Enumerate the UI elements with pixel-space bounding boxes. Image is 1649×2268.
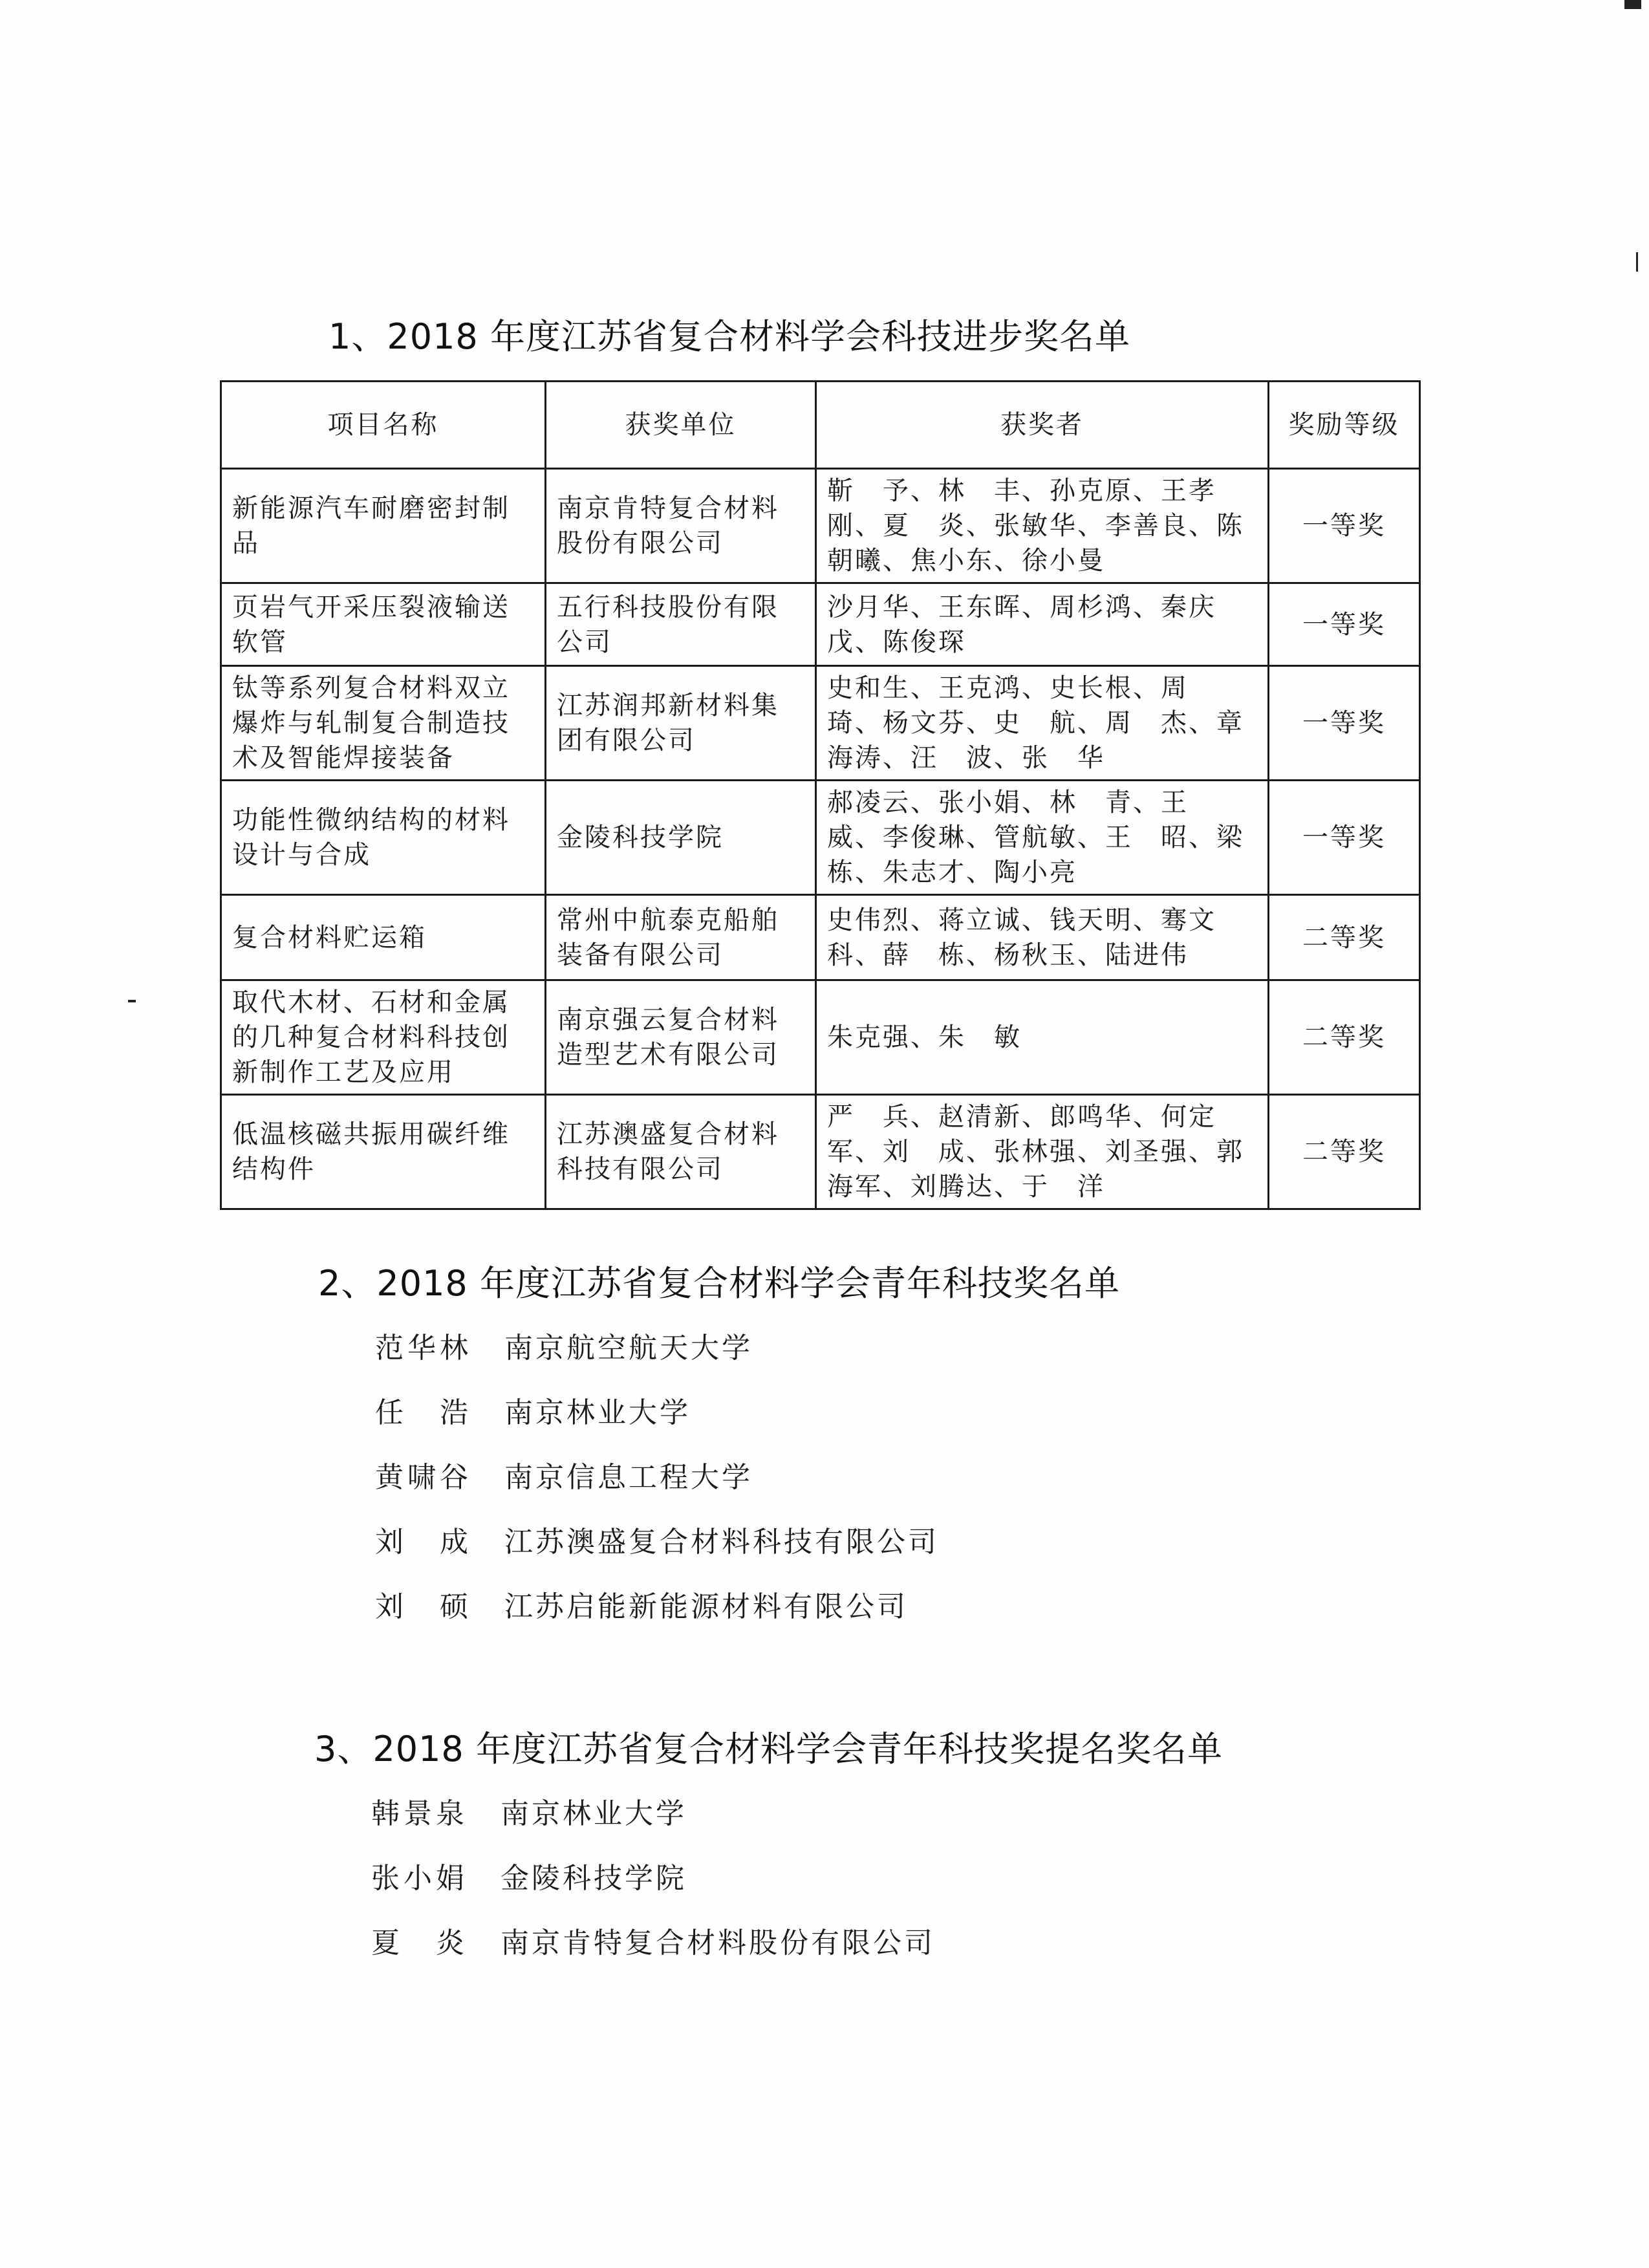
cell-project: 功能性微纳结构的材料设计与合成 xyxy=(221,781,546,895)
table-row xyxy=(221,583,1420,666)
header-project: 项目名称 xyxy=(221,382,546,469)
table-row xyxy=(221,980,1420,1095)
winner-org: 南京信息工程大学 xyxy=(504,1461,753,1494)
list-item xyxy=(375,1313,939,1377)
cell-project: 页岩气开采压裂液输送软管 xyxy=(221,583,546,666)
list-item xyxy=(371,1843,935,1908)
cell-grade: 二等奖 xyxy=(1269,980,1420,1095)
table-header-row xyxy=(221,382,1420,469)
cell-grade: 二等奖 xyxy=(1269,895,1420,980)
table-row xyxy=(221,895,1420,980)
cell-grade: 一等奖 xyxy=(1269,781,1420,895)
winner-org: 南京林业大学 xyxy=(504,1396,691,1429)
cell-grade: 一等奖 xyxy=(1269,666,1420,781)
cell-winners: 郝凌云、张小娟、林 青、王 威、李俊琳、管航敏、王 昭、梁 栋、朱志才、陶小亮 xyxy=(816,781,1269,895)
cell-grade: 一等奖 xyxy=(1269,583,1420,666)
winner-name: 范华林 xyxy=(375,1332,472,1365)
table-row xyxy=(221,469,1420,583)
table-row xyxy=(221,666,1420,781)
scan-edge-mark-top xyxy=(1624,0,1641,9)
list-item xyxy=(375,1571,939,1636)
cell-winners: 史和生、王克鸿、史长根、周 琦、杨文芬、史 航、周 杰、章海涛、汪 波、张 华 xyxy=(816,666,1269,781)
winner-name: 任 浩 xyxy=(375,1396,472,1429)
cell-unit: 江苏澳盛复合材料科技有限公司 xyxy=(546,1095,816,1209)
winner-name: 刘 硕 xyxy=(375,1590,472,1623)
cell-project: 取代木材、石材和金属的几种复合材料科技创新制作工艺及应用 xyxy=(221,980,546,1095)
cell-winners: 靳 予、林 丰、孙克原、王孝刚、夏 炎、张敏华、李善良、陈朝曦、焦小东、徐小曼 xyxy=(816,469,1269,583)
header-grade: 奖励等级 xyxy=(1269,382,1420,469)
list-item xyxy=(371,1778,935,1843)
list-item xyxy=(375,1442,939,1507)
cell-unit: 五行科技股份有限公司 xyxy=(546,583,816,666)
section2-title: 2、2018 年度江苏省复合材料学会青年科技奖名单 xyxy=(318,1263,1120,1304)
cell-unit: 常州中航泰克船舶装备有限公司 xyxy=(546,895,816,980)
cell-unit: 南京强云复合材料造型艺术有限公司 xyxy=(546,980,816,1095)
cell-unit: 南京肯特复合材料股份有限公司 xyxy=(546,469,816,583)
list-item xyxy=(375,1507,939,1571)
list-item xyxy=(371,1908,935,1972)
youth-nomination-list xyxy=(371,1778,935,1972)
scan-edge-mark-right xyxy=(1636,252,1638,272)
winner-name: 黄啸谷 xyxy=(375,1461,472,1494)
cell-project: 低温核磁共振用碳纤维结构件 xyxy=(221,1095,546,1209)
cell-winners: 沙月华、王东晖、周杉鸿、秦庆戊、陈俊琛 xyxy=(816,583,1269,666)
cell-unit: 金陵科技学院 xyxy=(546,781,816,895)
winner-name: 刘 成 xyxy=(375,1526,472,1559)
winner-name: 张小娟 xyxy=(371,1862,468,1895)
youth-award-list xyxy=(375,1313,939,1636)
section3-title: 3、2018 年度江苏省复合材料学会青年科技奖提名奖名单 xyxy=(314,1729,1223,1769)
cell-grade: 一等奖 xyxy=(1269,469,1420,583)
table-row xyxy=(221,781,1420,895)
cell-project: 钛等系列复合材料双立爆炸与轧制复合制造技术及智能焊接装备 xyxy=(221,666,546,781)
winner-name: 夏 炎 xyxy=(371,1927,468,1960)
cell-project: 复合材料贮运箱 xyxy=(221,895,546,980)
cell-project: 新能源汽车耐磨密封制品 xyxy=(221,469,546,583)
winner-org: 南京肯特复合材料股份有限公司 xyxy=(501,1927,935,1960)
scan-speck xyxy=(128,1000,136,1002)
winner-org: 金陵科技学院 xyxy=(501,1862,687,1895)
cell-winners: 朱克强、朱 敏 xyxy=(816,980,1269,1095)
winner-org: 江苏澳盛复合材料科技有限公司 xyxy=(504,1526,939,1559)
header-unit: 获奖单位 xyxy=(546,382,816,469)
table-row xyxy=(221,1095,1420,1209)
winner-org: 南京林业大学 xyxy=(501,1797,687,1830)
winner-org: 江苏启能新能源材料有限公司 xyxy=(504,1590,908,1623)
list-item xyxy=(375,1377,939,1442)
winner-name: 韩景泉 xyxy=(371,1797,468,1830)
header-winners: 获奖者 xyxy=(816,382,1269,469)
cell-unit: 江苏润邦新材料集团有限公司 xyxy=(546,666,816,781)
award-table xyxy=(220,380,1421,1210)
cell-grade: 二等奖 xyxy=(1269,1095,1420,1209)
section1-title: 1、2018 年度江苏省复合材料学会科技进步奖名单 xyxy=(329,316,1130,357)
cell-winners: 史伟烈、蒋立诚、钱天明、骞文科、薛 栋、杨秋玉、陆进伟 xyxy=(816,895,1269,980)
winner-org: 南京航空航天大学 xyxy=(504,1332,753,1365)
cell-winners: 严 兵、赵清新、郎鸣华、何定军、刘 成、张林强、刘圣强、郭海军、刘腾达、于 洋 xyxy=(816,1095,1269,1209)
